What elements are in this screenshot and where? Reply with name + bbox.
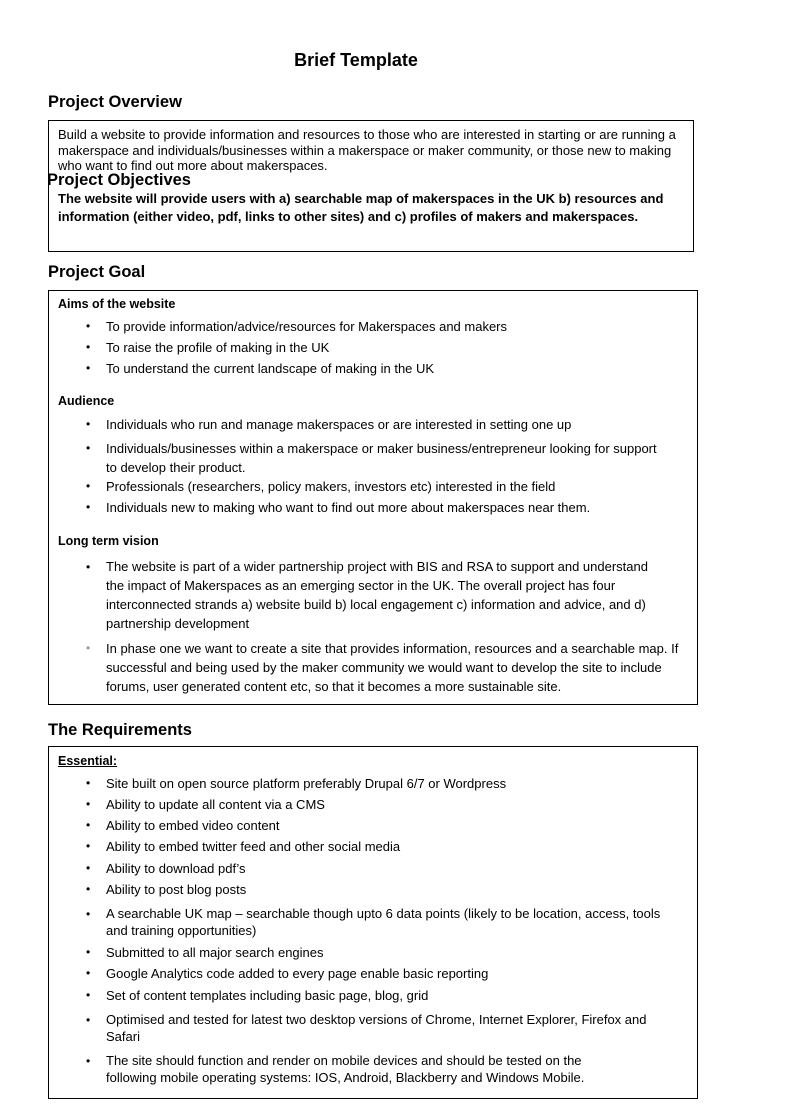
list-item: Ability to embed video content <box>106 818 280 833</box>
bullet: • <box>86 882 91 896</box>
list-item: Ability to download pdf’s <box>106 861 246 876</box>
list-item: Individuals new to making who want to find out more about makerspaces near them. <box>106 500 591 515</box>
list-item: To raise the profile of making in the UK <box>106 340 330 355</box>
objectives-text: The website will provide users with a) searchable map of makerspaces in the UK b) resources and information (either video, pdf, links to other sites) and c) profiles of makers and makerspaces. <box>58 191 664 224</box>
list-item: Professionals (researchers, policy makers, investors etc) interested in the field <box>106 479 556 494</box>
bullet: • <box>86 988 91 1002</box>
essential-title: Essential: <box>58 754 118 768</box>
list-item: Google Analytics code added to every page enable basic reporting <box>106 966 489 981</box>
bullet: • <box>86 340 91 354</box>
bullet: • <box>86 861 91 875</box>
bullet: • <box>86 641 91 655</box>
vision-title: Long term vision <box>58 534 159 548</box>
bullet: • <box>86 417 91 431</box>
overview-heading: Project Overview <box>48 93 182 111</box>
objectives-heading: Project Objectives <box>47 171 191 189</box>
bullet: • <box>86 966 91 980</box>
bullet: • <box>86 560 91 574</box>
list-item: Set of content templates including basic page, blog, grid <box>106 988 429 1003</box>
list-item: Ability to update all content via a CMS <box>106 797 325 812</box>
list-item: Individuals/businesses within a makerspace or maker business/entrepreneur looking for support to develop their product. <box>106 441 657 475</box>
list-item: In phase one we want to create a site that provides information, resources and a searchable map. If successful and being used by the maker community we would want to develop the site to include forums, user generated content etc, so that it becomes a more sustainable site. <box>106 641 679 694</box>
bullet: • <box>86 776 91 790</box>
page-title: Brief Template <box>294 50 418 70</box>
bullet: • <box>86 839 91 853</box>
bullet: • <box>86 479 91 493</box>
requirements-heading: The Requirements <box>48 721 192 739</box>
bullet: • <box>86 319 91 333</box>
bullet: • <box>86 1054 91 1068</box>
aims-title: Aims of the website <box>58 297 176 311</box>
bullet: • <box>86 500 91 514</box>
bullet: • <box>86 945 91 959</box>
list-item: The site should function and render on mobile devices and should be tested on the following mobile operating systems: IOS, Android, Blackberry and Windows Mobile. <box>106 1053 585 1085</box>
overview-text: Build a website to provide information and resources to those who are interested in starting or are running a makerspace and individuals/businesses within a makerspace or maker community, or those new to making who want to find out more about makerspaces. <box>58 127 676 173</box>
bullet: • <box>86 907 91 921</box>
list-item: Ability to embed twitter feed and other social media <box>106 839 401 854</box>
bullet: • <box>86 797 91 811</box>
bullet: • <box>86 361 91 375</box>
bullet: • <box>86 441 91 455</box>
list-item: The website is part of a wider partnership project with BIS and RSA to support and understand the impact of Makerspaces as an emerging sector in the UK. The overall project has four interconnected strands a) website build b) local engagement c) information and advice, and d) partnership development <box>106 559 648 631</box>
audience-title: Audience <box>58 394 115 408</box>
goal-heading: Project Goal <box>48 263 146 281</box>
list-item: Individuals who run and manage makerspaces or are interested in setting one up <box>106 417 572 432</box>
list-item: A searchable UK map – searchable though upto 6 data points (likely to be location, access, tools and training opportunities) <box>106 906 661 938</box>
list-item: Optimised and tested for latest two desktop versions of Chrome, Internet Explorer, Firefox and Safari <box>106 1012 647 1044</box>
bullet: • <box>86 818 91 832</box>
list-item: To understand the current landscape of making in the UK <box>106 361 435 376</box>
bullet: • <box>86 1013 91 1027</box>
list-item: Site built on open source platform preferably Drupal 6/7 or Wordpress <box>106 776 507 791</box>
list-item: To provide information/advice/resources for Makerspaces and makers <box>106 319 508 334</box>
list-item: Submitted to all major search engines <box>106 945 324 960</box>
list-item: Ability to post blog posts <box>106 882 247 897</box>
